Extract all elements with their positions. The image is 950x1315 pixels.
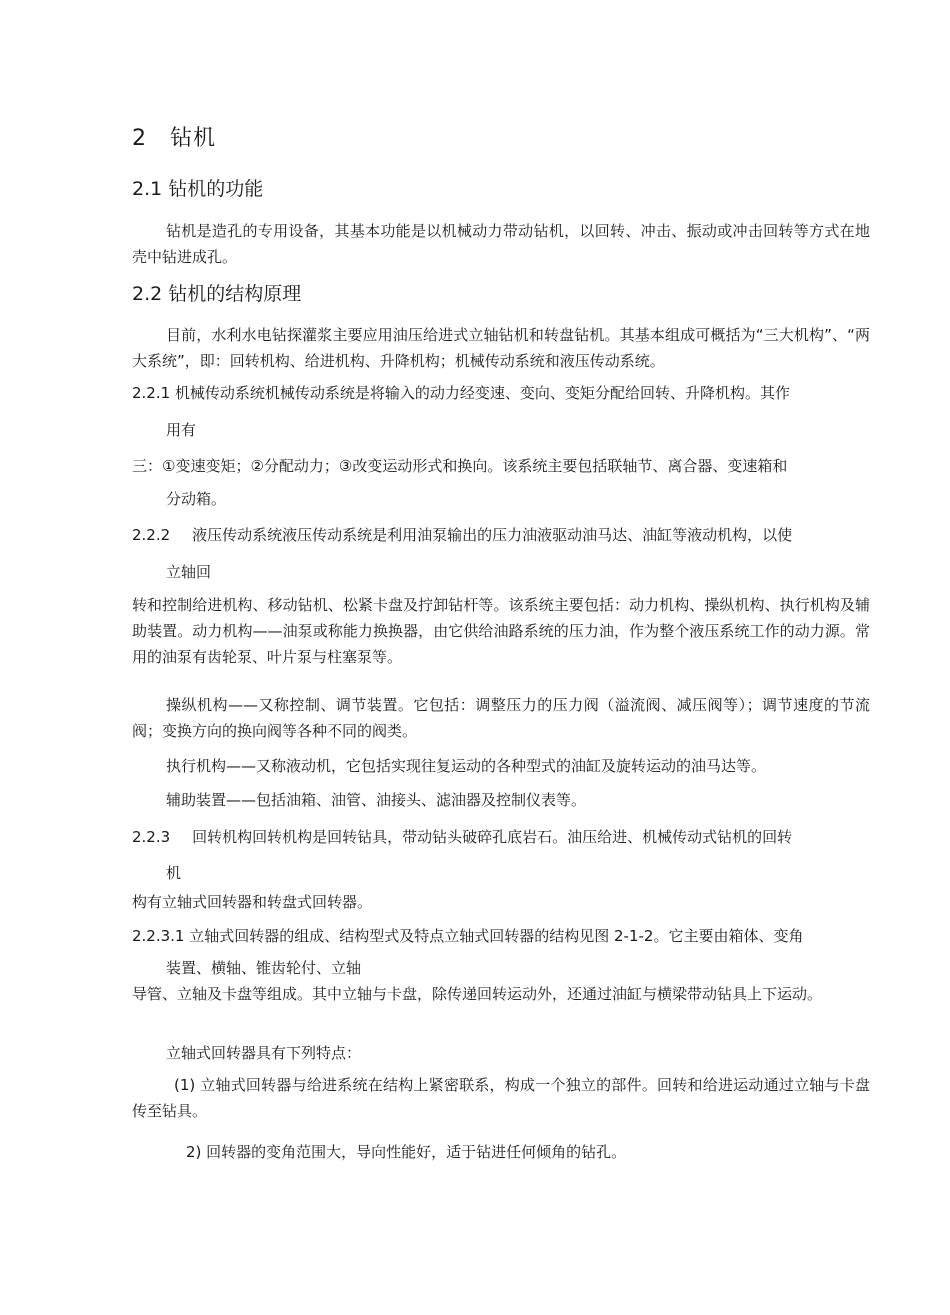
section-2-2-heading: 2.2 钻机的结构原理 [132,283,302,305]
section-2-2-1-line2: 用有 [166,421,197,439]
feature-item-2: 2) 回转器的变角范围大，导向性能好，适于钻进任何倾角的钻孔。 [186,1143,627,1161]
section-2-2-paragraph: 目前，水利水电钻探灌浆主要应用油压给进式立轴钻机和转盘钻机。其基本组成可概括为“三大机构”、“两大系统”，即：回转机构、给进机构、升降机构；机械传动系统和液压传动系统。 [132,326,870,370]
section-2-2-3-line3: 构有立轴式回转器和转盘式回转器。 [132,893,373,911]
section-2-2-3-1-paragraph: 导管、立轴及卡盘等组成。其中立轴与卡盘，除传递回转运动外，还通过油缸与横梁带动钻具上下运动。 [132,985,823,1003]
chapter-heading: 2 钻机 [132,126,216,151]
section-2-2-3-line1 [132,824,870,850]
section-2-2-2-line1 [132,522,870,548]
section-2-1-heading: 2.1 钻机的功能 [132,178,264,200]
section-2-2-1-line3: 三：①变速变矩；②分配动力；③改变运动形式和换向。该系统主要包括联轴节、离合器、变速箱和 [132,457,788,475]
control-mechanism-paragraph: 操纵机构——又称控制、调节装置。它包括：调整压力的压力阀（溢流阀、减压阀等）；调节速度的节流阀；变换方向的换向阀等各种不同的阀类。 [132,696,870,740]
section-2-2-3-1-line2: 装置、横轴、锥齿轮付、立轴 [166,959,362,977]
section-2-2-3-1-line1: 2.2.3.1 立轴式回转器的组成、结构型式及特点立轴式回转器的结构见图 2-1-2。它主要由箱体、变角 [132,927,804,945]
features-intro: 立轴式回转器具有下列特点： [166,1044,362,1062]
section-2-2-2-paragraph: 转和控制给进机构、移动钻机、松紧卡盘及拧卸钻杆等。该系统主要包括：动力机构、操纵机构、执行机构及辅助装置。动力机构——油泵或称能力换换器，由它供给油路系统的压力油，作为整个液压系统工作的动力源。常用的油泵有齿轮泵、叶片泵与柱塞泵等。 [132,596,870,666]
auxiliary-paragraph: 辅助装置——包括油箱、油管、油接头、滤油器及控制仪表等。 [166,791,587,809]
actuator-paragraph: 执行机构——又称液动机，它包括实现往复运动的各种型式的油缸及旋转运动的油马达等。 [166,757,767,775]
section-2-2-2-number: 2.2.2 [132,526,171,544]
section-2-2-1-line4: 分动箱。 [166,490,227,508]
feature-item-1: (1) 立轴式回转器与给进系统在结构上紧密联系，构成一个独立的部件。回转和给进运动通过立轴与卡盘传至钻具。 [132,1076,870,1120]
section-2-2-3-text: 回转机构回转机构是回转钻具，带动钻头破碎孔底岩石。油压给进、机械传动式钻机的回转 [192,828,793,846]
section-2-2-2-text: 液压传动系统液压传动系统是利用油泵输出的压力油液驱动油马达、油缸等液动机构，以使 [192,526,793,544]
section-2-2-2-line2: 立轴回 [166,563,212,581]
section-2-1-paragraph: 钻机是造孔的专用设备，其基本功能是以机械动力带动钻机，以回转、冲击、振动或冲击回转等方式在地壳中钻进成孔。 [132,222,870,266]
section-2-2-3-number: 2.2.3 [132,828,171,846]
section-2-2-1-line1: 2.2.1 机械传动系统机械传动系统是将输入的动力经变速、变向、变矩分配给回转、升降机构。其作 [132,384,790,402]
section-2-2-3-line2: 机 [166,864,182,882]
